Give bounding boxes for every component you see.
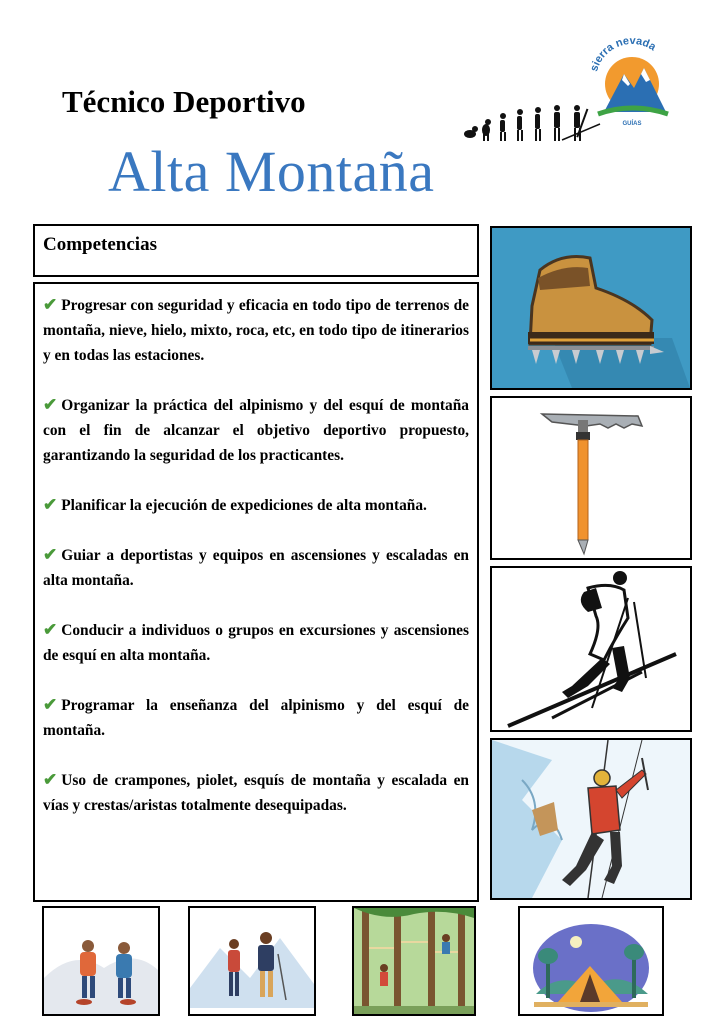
list-item: [43, 767, 469, 818]
hikers-icon: [190, 908, 314, 1014]
side-image-ice-climber: [490, 738, 692, 900]
snowshoe-hikers-icon: [44, 908, 158, 1014]
check-icon: ✔: [43, 295, 58, 314]
thumbnail-hikers: [188, 906, 316, 1016]
list-item: [43, 617, 469, 668]
evolution-silhouettes-icon: [462, 104, 602, 142]
list-item-text: Progresar con seguridad y eficacia en todo tipo de terrenos de montaña, nieve, hielo, mixto, roca, etc, en todo tipo de itinerarios y en todas las estaciones.: [43, 297, 469, 364]
competencias-list: [33, 282, 479, 902]
list-item: [43, 692, 469, 743]
list-item: [43, 542, 469, 593]
check-icon: ✔: [43, 395, 58, 414]
check-icon: ✔: [43, 545, 58, 564]
check-icon: ✔: [43, 620, 58, 639]
list-item: [43, 492, 469, 518]
thumbnail-forest: [352, 906, 476, 1016]
forest-ropes-course-icon: [354, 908, 474, 1014]
list-item-text: Organizar la práctica del alpinismo y del esquí de montaña con el fin de alcanzar el objetivo deportivo propuesto, garantizando la seguridad de los practicantes.: [43, 397, 469, 464]
camping-tent-icon: [520, 908, 662, 1014]
check-icon: ✔: [43, 770, 58, 789]
side-image-ski: [490, 566, 692, 732]
list-item-text: Uso de crampones, piolet, esquís de montaña y escalada en vías y crestas/aristas totalmente desequipadas.: [43, 772, 469, 814]
thumbnail-snowshoe: [42, 906, 160, 1016]
list-item-text: Planificar la ejecución de expediciones de alta montaña.: [61, 497, 427, 514]
side-image-boot: [490, 226, 692, 390]
list-item-text: Programar la enseñanza del alpinismo y del esquí de montaña.: [43, 697, 469, 739]
thumbnail-camping: [518, 906, 664, 1016]
competencias-heading-box: [33, 224, 479, 277]
check-icon: ✔: [43, 695, 58, 714]
check-icon: ✔: [43, 495, 58, 514]
ski-mountaineer-icon: [492, 568, 690, 730]
competencias-heading: Competencias: [43, 234, 157, 255]
logo-arc-text: sierra nevada: [588, 34, 658, 73]
ice-axe-icon: [492, 398, 690, 558]
mountain-boot-crampon-icon: [492, 228, 690, 388]
list-item: [43, 292, 469, 368]
page-title: Alta Montaña: [108, 139, 435, 204]
logo-caption: GUÍAS: [622, 121, 642, 127]
side-image-ice-axe: [490, 396, 692, 560]
subtitle: Técnico Deportivo: [62, 84, 306, 119]
ice-climber-icon: [492, 740, 690, 898]
list-item: [43, 392, 469, 468]
list-item-text: Guiar a deportistas y equipos en ascensiones y escaladas en alta montaña.: [43, 547, 469, 589]
list-item-text: Conducir a individuos o grupos en excursiones y ascensiones de esquí en alta montaña.: [43, 622, 469, 664]
